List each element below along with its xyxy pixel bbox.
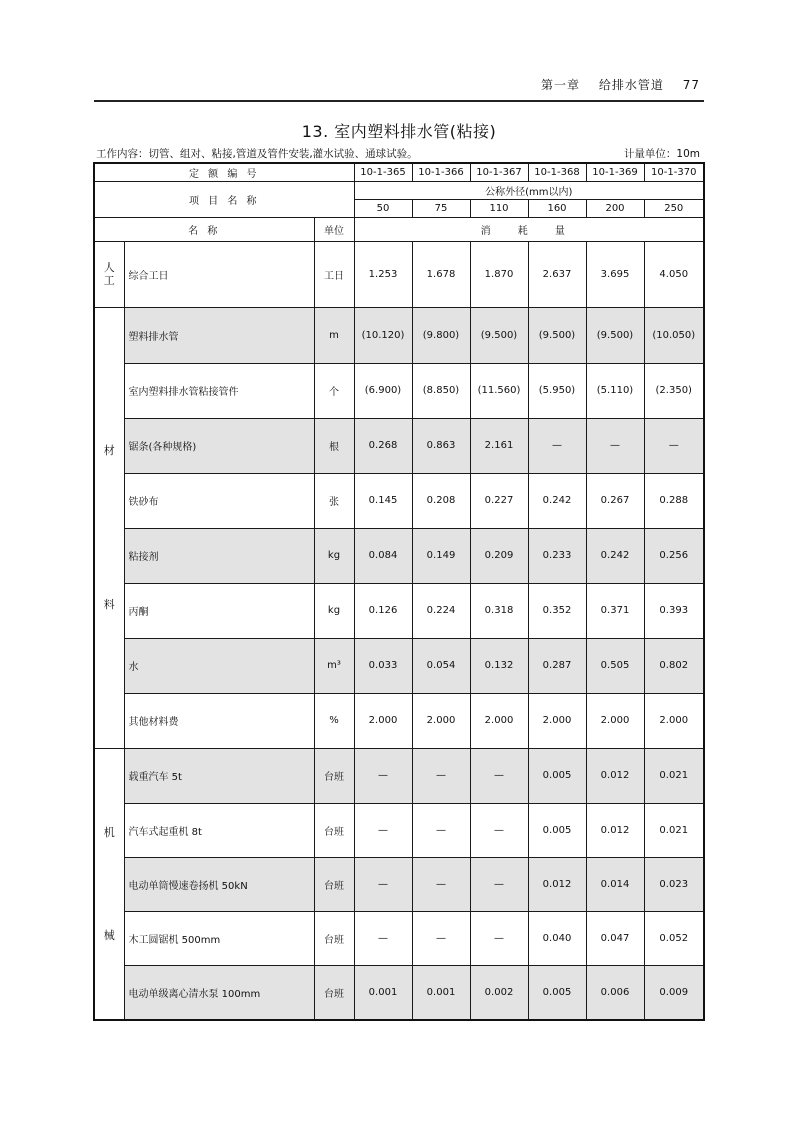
value-cell: 0.352 <box>528 583 586 638</box>
value-cell: (9.500) <box>470 307 528 363</box>
value-cell: 0.863 <box>412 418 470 473</box>
machinery-row <box>94 857 704 911</box>
item-name: 木工圆锯机 500mm <box>124 911 314 965</box>
code-row <box>94 163 704 181</box>
materials-category <box>94 307 124 748</box>
value-cell: — <box>412 857 470 911</box>
value-cell: 1.678 <box>412 241 470 307</box>
item-name: 丙酮 <box>124 583 314 638</box>
value-cell: 0.149 <box>412 528 470 583</box>
value-cell: — <box>412 803 470 857</box>
value-cell: 4.050 <box>644 241 704 307</box>
category-char: 械 <box>103 928 115 942</box>
machinery-row <box>94 803 704 857</box>
value-cell: — <box>354 748 412 803</box>
value-cell: 0.052 <box>644 911 704 965</box>
spec-cell: 160 <box>528 199 586 217</box>
item-unit: 张 <box>314 473 354 528</box>
measurement-unit: 计量单位：10m <box>623 148 700 160</box>
value-cell: 0.012 <box>528 857 586 911</box>
value-cell: 2.000 <box>412 693 470 748</box>
value-cell: 0.371 <box>586 583 644 638</box>
value-cell: 0.021 <box>644 748 704 803</box>
value-cell: 0.021 <box>644 803 704 857</box>
value-cell: 0.040 <box>528 911 586 965</box>
code-cell: 10-1-369 <box>586 163 644 181</box>
materials-row <box>94 693 704 748</box>
page-number: 77 <box>682 78 700 92</box>
value-cell: 2.000 <box>586 693 644 748</box>
spec-label: 公称外径(mm以内) <box>354 181 704 199</box>
value-cell: 0.005 <box>528 965 586 1020</box>
value-cell: 0.126 <box>354 583 412 638</box>
item-name: 塑料排水管 <box>124 307 314 363</box>
value-cell: 0.084 <box>354 528 412 583</box>
value-cell: 0.318 <box>470 583 528 638</box>
item-unit: kg <box>314 583 354 638</box>
value-cell: 0.802 <box>644 638 704 693</box>
value-cell: — <box>354 857 412 911</box>
value-cell: 0.267 <box>586 473 644 528</box>
value-cell: (9.800) <box>412 307 470 363</box>
value-cell: 0.054 <box>412 638 470 693</box>
value-cell: 0.012 <box>586 748 644 803</box>
value-cell: 0.288 <box>644 473 704 528</box>
item-unit: 台班 <box>314 857 354 911</box>
category-char: 机 <box>103 825 115 839</box>
value-cell: (10.120) <box>354 307 412 363</box>
value-cell: (5.110) <box>586 363 644 418</box>
item-unit: 工日 <box>314 241 354 307</box>
value-cell: 0.132 <box>470 638 528 693</box>
value-cell: 2.000 <box>644 693 704 748</box>
labor-row <box>94 241 704 307</box>
value-cell: 0.242 <box>586 528 644 583</box>
item-name: 室内塑料排水管粘接管件 <box>124 363 314 418</box>
category-char: 料 <box>103 597 115 611</box>
value-cell: — <box>644 418 704 473</box>
chapter-label: 第一章 <box>541 78 581 92</box>
spec-cell: 75 <box>412 199 470 217</box>
value-cell: 0.047 <box>586 911 644 965</box>
item-name: 汽车式起重机 8t <box>124 803 314 857</box>
materials-row <box>94 583 704 638</box>
value-cell: 0.005 <box>528 803 586 857</box>
value-cell: 0.224 <box>412 583 470 638</box>
item-name: 载重汽车 5t <box>124 748 314 803</box>
item-label: 项 目 名 称 <box>94 181 354 217</box>
value-cell: 2.161 <box>470 418 528 473</box>
value-cell: 0.145 <box>354 473 412 528</box>
item-unit: m³ <box>314 638 354 693</box>
page-title: 13. 室内塑料排水管(粘接) <box>301 122 497 141</box>
unit-header: 单位 <box>314 217 354 241</box>
materials-row <box>94 418 704 473</box>
value-cell: — <box>412 911 470 965</box>
value-cell: 0.014 <box>586 857 644 911</box>
item-name: 粘接剂 <box>124 528 314 583</box>
item-name: 电动单级离心清水泵 100mm <box>124 965 314 1020</box>
section-label: 给排水管道 <box>598 78 664 92</box>
item-name: 电动单筒慢速卷扬机 50kN <box>124 857 314 911</box>
value-cell: 0.233 <box>528 528 586 583</box>
value-cell: 0.009 <box>644 965 704 1020</box>
value-cell: — <box>470 857 528 911</box>
item-unit: 台班 <box>314 911 354 965</box>
value-cell: — <box>470 748 528 803</box>
category-char: 工 <box>103 274 115 287</box>
value-cell: 2.000 <box>528 693 586 748</box>
value-cell: — <box>528 418 586 473</box>
spec-cell: 200 <box>586 199 644 217</box>
value-cell: (9.500) <box>586 307 644 363</box>
value-cell: (8.850) <box>412 363 470 418</box>
spec-cell: 110 <box>470 199 528 217</box>
value-cell: 0.242 <box>528 473 586 528</box>
value-cell: — <box>470 803 528 857</box>
materials-row <box>94 307 704 363</box>
value-cell: 1.870 <box>470 241 528 307</box>
code-cell: 10-1-365 <box>354 163 412 181</box>
value-cell: (5.950) <box>528 363 586 418</box>
value-cell: — <box>586 418 644 473</box>
consumption-header: 消 耗 量 <box>354 217 704 241</box>
item-unit: 台班 <box>314 803 354 857</box>
spec-cell: 50 <box>354 199 412 217</box>
value-cell: (11.560) <box>470 363 528 418</box>
item-unit: % <box>314 693 354 748</box>
category-char: 人 <box>103 260 115 274</box>
value-cell: 0.268 <box>354 418 412 473</box>
value-cell: — <box>470 911 528 965</box>
value-cell: 0.023 <box>644 857 704 911</box>
value-cell: 2.637 <box>528 241 586 307</box>
category-char: 材 <box>103 444 115 458</box>
name-header: 名 称 <box>94 217 314 241</box>
item-unit: 根 <box>314 418 354 473</box>
code-cell: 10-1-368 <box>528 163 586 181</box>
value-cell: 0.393 <box>644 583 704 638</box>
value-cell: 0.227 <box>470 473 528 528</box>
value-cell: (6.900) <box>354 363 412 418</box>
item-unit: m <box>314 307 354 363</box>
spec-label-row <box>94 181 704 199</box>
running-head <box>527 76 700 93</box>
item-name: 铁砂布 <box>124 473 314 528</box>
code-label: 定 额 编 号 <box>94 163 354 181</box>
item-unit: kg <box>314 528 354 583</box>
machinery-row <box>94 965 704 1020</box>
value-cell: 2.000 <box>470 693 528 748</box>
item-name: 综合工日 <box>124 241 314 307</box>
value-cell: — <box>354 803 412 857</box>
value-cell: 0.287 <box>528 638 586 693</box>
code-cell: 10-1-366 <box>412 163 470 181</box>
item-name: 锯条(各种规格) <box>124 418 314 473</box>
machinery-row <box>94 911 704 965</box>
item-name: 其他材料费 <box>124 693 314 748</box>
work-content: 工作内容：切管、组对、粘接,管道及管件安装,灌水试验、通球试验。 <box>96 148 418 160</box>
materials-row <box>94 638 704 693</box>
value-cell: (10.050) <box>644 307 704 363</box>
code-cell: 10-1-370 <box>644 163 704 181</box>
column-header-row <box>94 217 704 241</box>
machinery-category <box>94 748 124 1020</box>
quota-table <box>93 162 705 1021</box>
value-cell: 0.002 <box>470 965 528 1020</box>
labor-category <box>94 241 124 307</box>
value-cell: 0.256 <box>644 528 704 583</box>
materials-row <box>94 363 704 418</box>
value-cell: 0.001 <box>412 965 470 1020</box>
value-cell: 0.005 <box>528 748 586 803</box>
value-cell: 0.208 <box>412 473 470 528</box>
page-header <box>94 72 704 102</box>
materials-row <box>94 473 704 528</box>
value-cell: — <box>354 911 412 965</box>
value-cell: 0.505 <box>586 638 644 693</box>
item-name: 水 <box>124 638 314 693</box>
machinery-row <box>94 748 704 803</box>
value-cell: 0.006 <box>586 965 644 1020</box>
value-cell: 0.209 <box>470 528 528 583</box>
value-cell: 0.033 <box>354 638 412 693</box>
value-cell: (2.350) <box>644 363 704 418</box>
value-cell: — <box>412 748 470 803</box>
item-unit: 个 <box>314 363 354 418</box>
item-unit: 台班 <box>314 965 354 1020</box>
value-cell: 3.695 <box>586 241 644 307</box>
materials-row <box>94 528 704 583</box>
value-cell: 0.001 <box>354 965 412 1020</box>
value-cell: (9.500) <box>528 307 586 363</box>
spec-cell: 250 <box>644 199 704 217</box>
item-unit: 台班 <box>314 748 354 803</box>
value-cell: 0.012 <box>586 803 644 857</box>
code-cell: 10-1-367 <box>470 163 528 181</box>
value-cell: 2.000 <box>354 693 412 748</box>
value-cell: 1.253 <box>354 241 412 307</box>
